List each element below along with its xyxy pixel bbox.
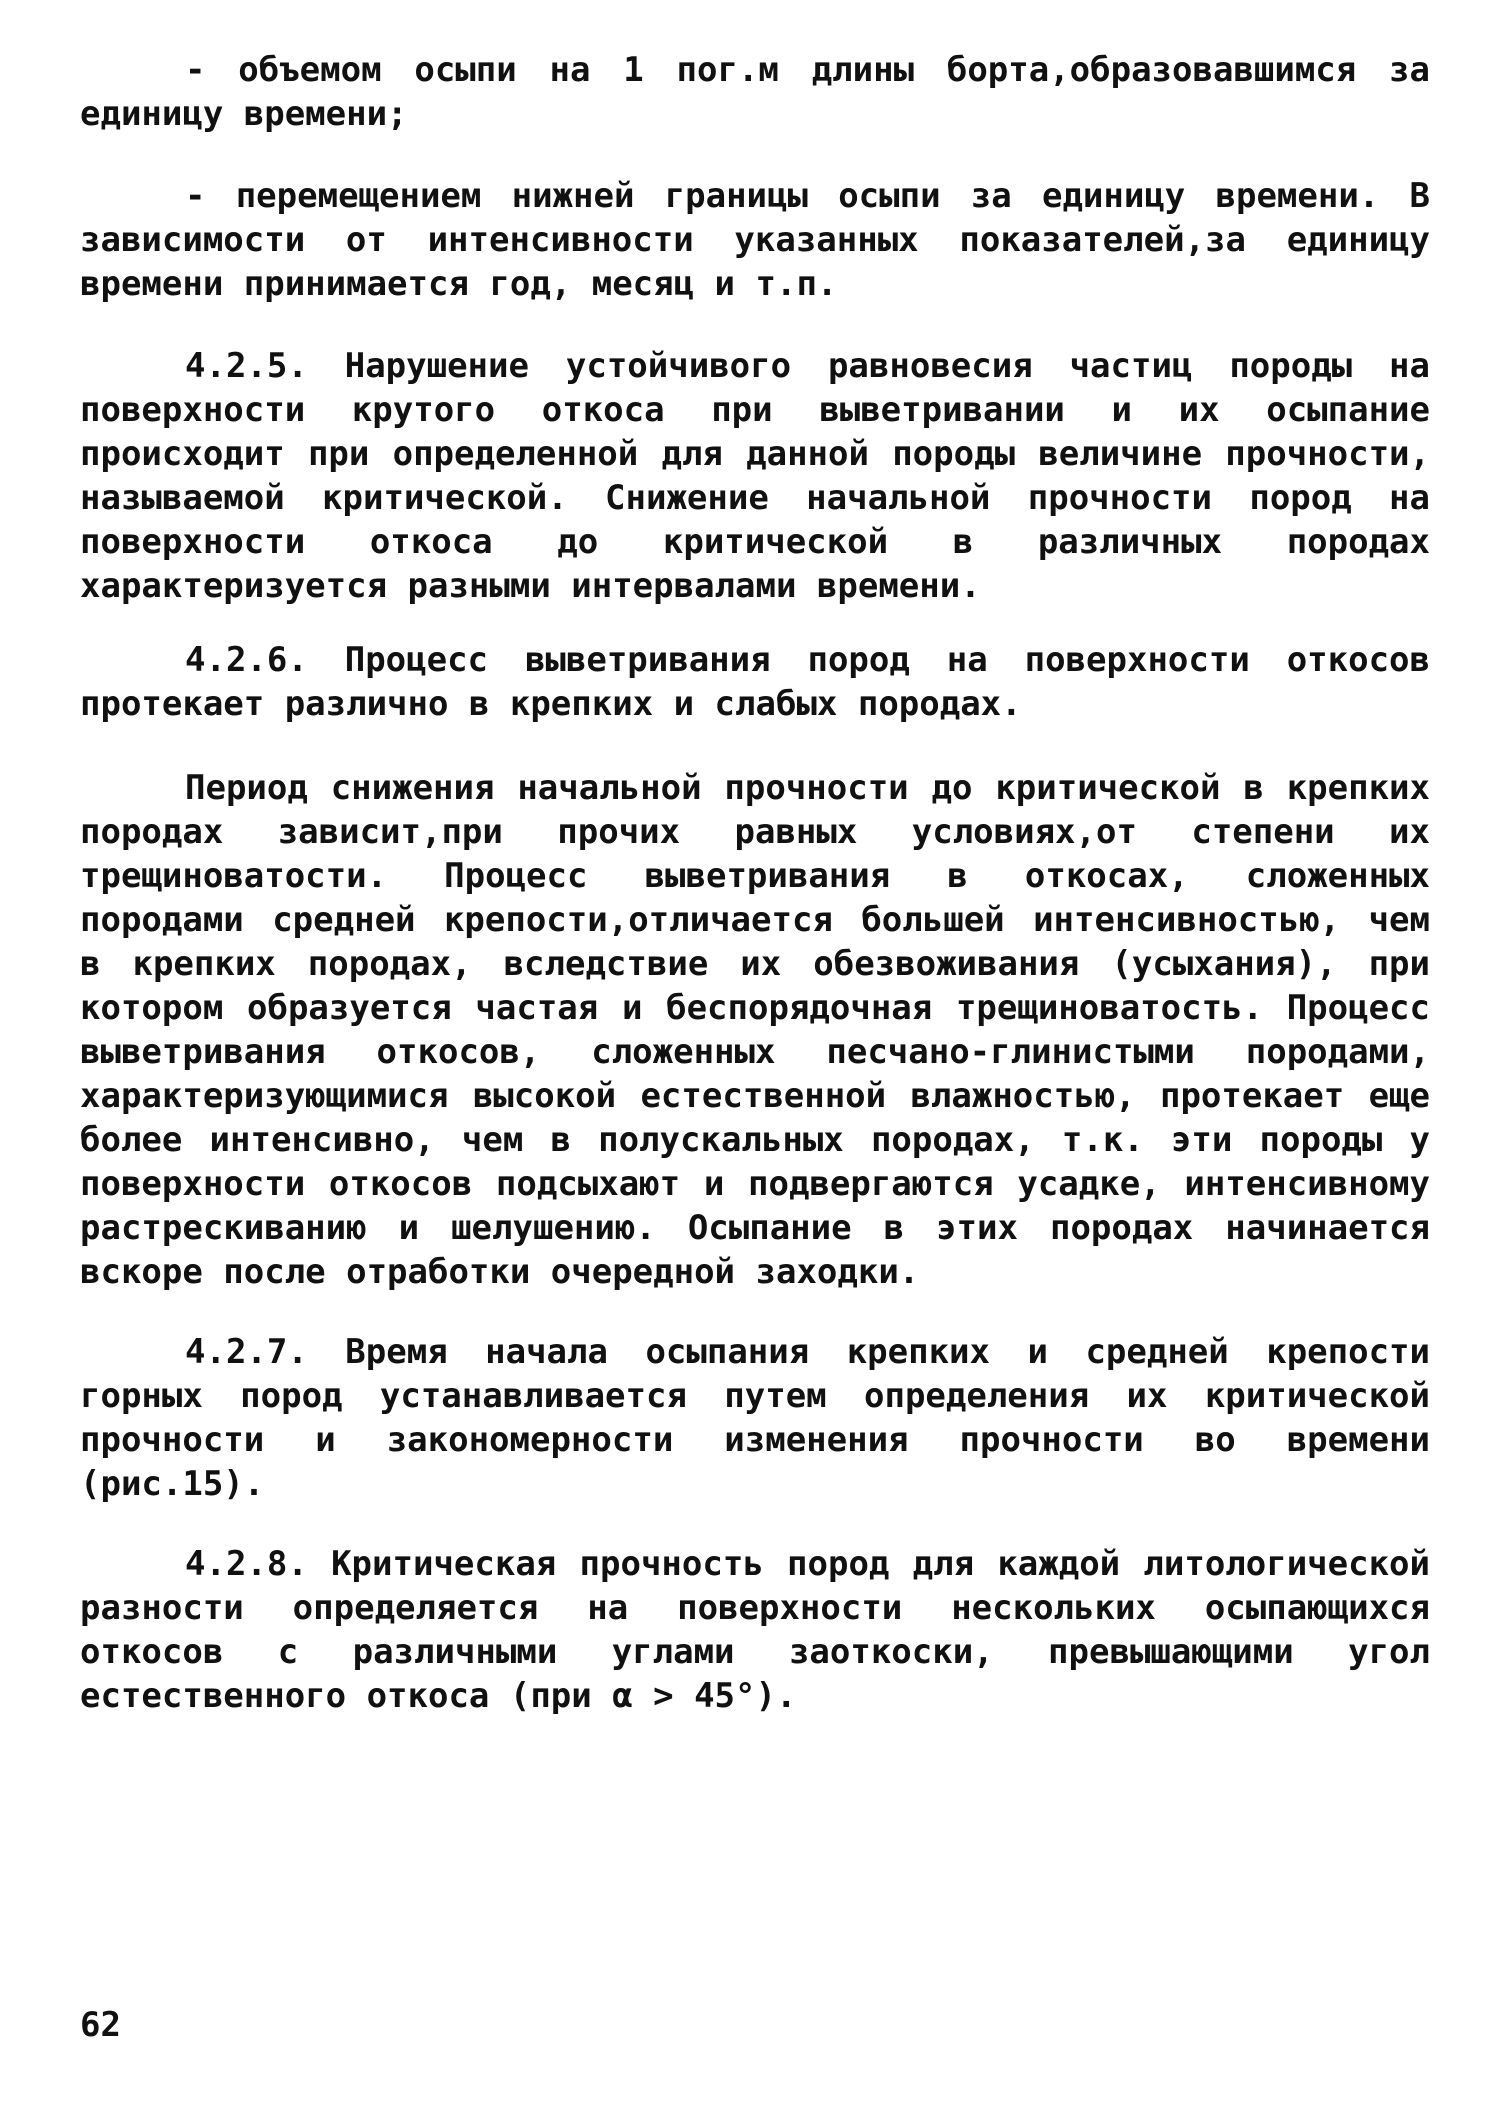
page-number: 62	[80, 2005, 121, 2045]
paragraph-4-2-7: 4.2.7. Время начала осыпания крепких и средней крепости горных пород устанавливается путем определения их критической прочности и закономерности изменения прочности во времени (рис.15).	[80, 1332, 1430, 1504]
paragraph-4-2-5: 4.2.5. Нарушение устойчивого равновесия частиц породы на поверхности крутого откоса при выветривании и их осыпание происходит при определенной для данной породы величине прочности, называемой критической. Снижение начальной прочности пород на поверхности откоса до критической в различных породах характеризуется разными интервалами времени.	[80, 346, 1430, 606]
document-body	[80, 48, 1430, 1718]
paragraph-4-2-8: 4.2.8. Критическая прочность пород для каждой литологической разности определяется на поверхности нескольких осыпающихся откосов с различными углами заоткоски, превышающими угол естественного откоса (при α > 45°).	[80, 1544, 1430, 1716]
paragraph-4-2-6: 4.2.6. Процесс выветривания пород на поверхности откосов протекает различно в крепких и слабых породах.	[80, 640, 1430, 724]
paragraph-period: Период снижения начальной прочности до критической в крепких породах зависит,при прочих равных условиях,от степени их трещиноватости. Процесс выветривания в откосах, сложенных породами средней крепости,отличается большей интенсивностью, чем в крепких породах, вследствие их обезвоживания (усыхания), при котором образуется частая и беспорядочная трещиноватость. Процесс выветривания откосов, сложенных песчано-глинистыми породами, характеризующимися высокой естественной влажностью, протекает еще более интенсивно, чем в полускальных породах, т.к. эти породы у поверхности откосов подсыхают и подвергаются усадке, интенсивному растрескиванию и шелушению. Осыпание в этих породах начинается вскоре после отработки очередной заходки.	[80, 768, 1430, 1292]
paragraph-list-item-volume: - объемом осыпи на 1 пог.м длины борта,образовавшимся за единицу времени;	[80, 50, 1430, 134]
paragraph-list-item-displacement: - перемещением нижней границы осыпи за единицу времени. В зависимости от интенсивности указанных показателей,за единицу времени принимается год, месяц и т.п.	[80, 176, 1430, 304]
